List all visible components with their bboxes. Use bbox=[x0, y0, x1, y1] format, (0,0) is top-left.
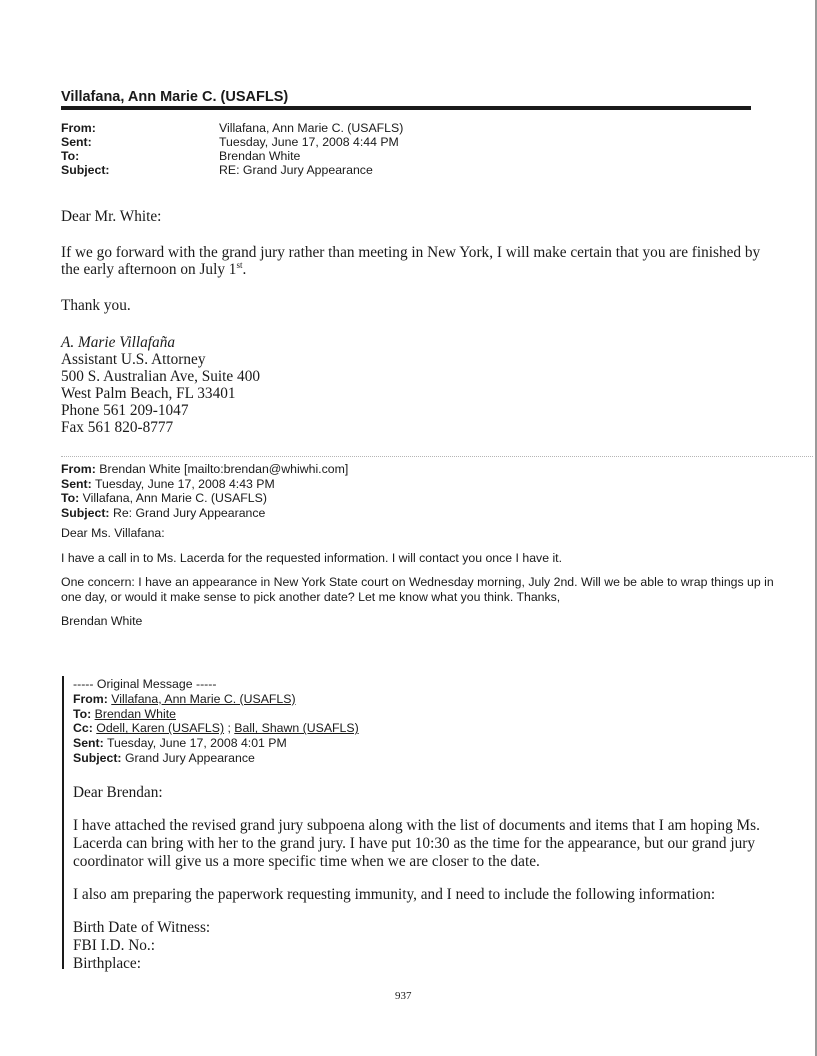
header-subject-value: RE: Grand Jury Appearance bbox=[219, 163, 373, 177]
message-separator bbox=[61, 456, 813, 457]
original-cc-separator: ; bbox=[224, 721, 235, 736]
header-to-row bbox=[61, 149, 403, 163]
prior-paragraph-2: One concern: I have an appearance in New York State court on Wednesday morning, July 2nd. Will we be able to wrap things up in one day, or would it make sense to pick another date? Let me know what you think. Thanks, bbox=[61, 575, 774, 604]
original-sent-label: Sent: bbox=[73, 736, 104, 751]
header-from-value: Villafana, Ann Marie C. (USAFLS) bbox=[219, 121, 404, 135]
original-subject-row bbox=[73, 751, 359, 766]
reply-paragraph bbox=[61, 244, 761, 278]
quote-bar bbox=[62, 676, 64, 969]
signature-phone: Phone 561 209-1047 bbox=[61, 402, 189, 419]
header-from-label: From: bbox=[61, 121, 96, 135]
original-greeting: Dear Brendan: bbox=[73, 784, 163, 801]
original-to-label: To: bbox=[73, 706, 92, 721]
prior-message-header bbox=[61, 462, 348, 520]
header-to-label: To: bbox=[61, 149, 80, 163]
header-sent-row bbox=[61, 135, 403, 149]
prior-from-label: From: bbox=[61, 462, 96, 476]
original-paragraph-2: I also am preparing the paperwork requesting immunity, and I need to include the following information: bbox=[73, 886, 716, 903]
prior-sent-label: Sent: bbox=[61, 476, 92, 491]
header-subject-row bbox=[61, 163, 403, 177]
prior-sent-value: Tuesday, June 17, 2008 4:43 PM bbox=[94, 476, 275, 491]
reply-paragraph-end: . bbox=[242, 261, 247, 278]
prior-to-row bbox=[61, 491, 348, 506]
page-number: 937 bbox=[395, 990, 412, 1002]
original-cc-label: Cc: bbox=[73, 721, 93, 736]
header-sent-label: Sent: bbox=[61, 135, 92, 149]
signature-block bbox=[61, 334, 761, 436]
original-cc-link-2[interactable]: Ball, Shawn (USAFLS) bbox=[234, 721, 359, 736]
reply-thanks: Thank you. bbox=[61, 297, 131, 314]
prior-from-row bbox=[61, 462, 348, 477]
original-from-label: From: bbox=[73, 691, 108, 706]
original-sent-row bbox=[73, 736, 359, 751]
reply-body bbox=[61, 208, 761, 436]
prior-sent-row bbox=[61, 477, 348, 492]
reply-paragraph-text: If we go forward with the grand jury rather than meeting in New York, I will make certain that you are finished by the early afternoon on July 1 bbox=[61, 244, 761, 278]
signature-fax: Fax 561 820-8777 bbox=[61, 419, 174, 436]
header-subject-label: Subject: bbox=[61, 163, 110, 177]
document-title: Villafana, Ann Marie C. (USAFLS) bbox=[61, 89, 289, 105]
reply-greeting: Dear Mr. White: bbox=[61, 208, 162, 225]
title-rule bbox=[61, 106, 751, 110]
original-message-header bbox=[73, 677, 359, 766]
signature-title: Assistant U.S. Attorney bbox=[61, 351, 206, 368]
prior-paragraph-1: I have a call in to Ms. Lacerda for the requested information. I will contact you once I have it. bbox=[61, 550, 563, 565]
header-from-row bbox=[61, 121, 403, 135]
prior-from-value: Brendan White [mailto:brendan@whiwhi.com] bbox=[99, 462, 349, 476]
prior-to-value: Villafana, Ann Marie C. (USAFLS) bbox=[82, 491, 267, 506]
original-subject-value: Grand Jury Appearance bbox=[124, 750, 255, 765]
original-message-body bbox=[73, 784, 773, 973]
signature-address-line2: West Palm Beach, FL 33401 bbox=[61, 385, 236, 402]
reply-paragraph-ordinal: st bbox=[236, 259, 243, 270]
original-cc-row bbox=[73, 721, 359, 736]
original-cc-link-1[interactable]: Odell, Karen (USAFLS) bbox=[96, 721, 225, 736]
prior-to-label: To: bbox=[61, 491, 80, 506]
prior-subject-value: Re: Grand Jury Appearance bbox=[112, 505, 266, 520]
field-birthplace: Birthplace: bbox=[73, 955, 141, 972]
original-divider: ----- Original Message ----- bbox=[73, 677, 217, 691]
signature-address-line1: 500 S. Australian Ave, Suite 400 bbox=[61, 368, 260, 385]
prior-greeting: Dear Ms. Villafana: bbox=[61, 526, 165, 540]
original-subject-label: Subject: bbox=[73, 750, 122, 765]
field-birth-date: Birth Date of Witness: bbox=[73, 919, 211, 936]
signature-name: A. Marie Villafaña bbox=[61, 334, 176, 351]
original-sent-value: Tuesday, June 17, 2008 4:01 PM bbox=[106, 736, 287, 751]
email-header bbox=[61, 121, 403, 177]
original-to-link[interactable]: Brendan White bbox=[94, 706, 176, 721]
prior-message-body bbox=[61, 526, 781, 639]
original-from-row bbox=[73, 692, 359, 707]
original-from-link[interactable]: Villafana, Ann Marie C. (USAFLS) bbox=[111, 691, 296, 706]
witness-fields bbox=[73, 919, 773, 973]
prior-subject-label: Subject: bbox=[61, 505, 110, 520]
field-fbi-id: FBI I.D. No.: bbox=[73, 937, 156, 954]
header-to-value: Brendan White bbox=[219, 149, 301, 163]
prior-signoff: Brendan White bbox=[61, 614, 143, 629]
prior-subject-row bbox=[61, 506, 348, 521]
header-sent-value: Tuesday, June 17, 2008 4:44 PM bbox=[219, 135, 399, 149]
original-paragraph-1: I have attached the revised grand jury subpoena along with the list of documents and items that I am hoping Ms. Lacerda can bring with her to the grand jury. I have put 10:30 as the time for the appearance, but our grand jury coordinator will give us a more specific time when we are closer to the date. bbox=[73, 817, 760, 870]
original-to-row bbox=[73, 707, 359, 722]
